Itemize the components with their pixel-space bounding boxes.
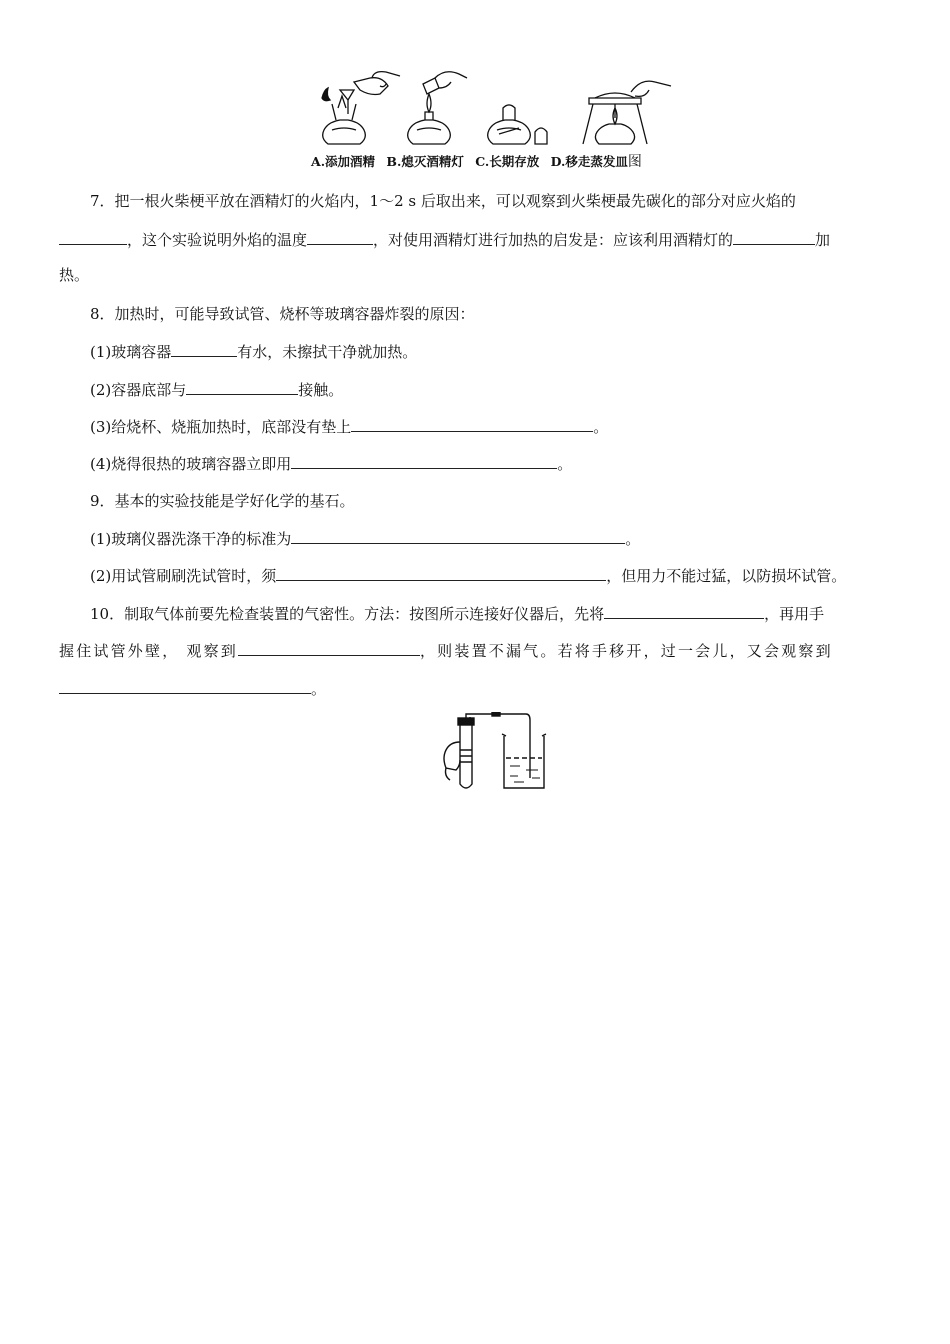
- lamp-a-icon: [322, 72, 400, 144]
- q9-item-2-b: ，但用力不能过猛，以防损坏试管。: [606, 567, 847, 585]
- q8-item-1: [90, 341, 417, 362]
- q8-item-2-b: 接触。: [298, 381, 344, 399]
- q7-blank-2[interactable]: [307, 229, 373, 245]
- caption-b: B.熄灭酒精灯: [386, 154, 464, 169]
- q7-blank-3[interactable]: [733, 229, 815, 245]
- q8-item-1-a: (1)玻璃容器: [90, 343, 172, 361]
- caption-suffix: 图: [627, 154, 642, 170]
- q9-item-1: [90, 528, 640, 549]
- q8-blank-3[interactable]: [351, 416, 593, 432]
- q9-blank-1[interactable]: [291, 528, 625, 544]
- test-tube-beaker-icon: [440, 712, 550, 792]
- q10-blank-2[interactable]: [238, 640, 420, 656]
- q8-blank-2[interactable]: [186, 379, 298, 395]
- q8-item-4: [90, 453, 572, 474]
- q10-blank-3[interactable]: [59, 678, 311, 694]
- q7-text-c: 加: [815, 231, 831, 249]
- q9-blank-2[interactable]: [276, 565, 606, 581]
- q10-text-3b: 。: [311, 680, 327, 698]
- airtightness-figure: [440, 712, 550, 792]
- q7-text-a: ，这个实验说明外焰的温度: [127, 231, 308, 249]
- q8-item-2-a: (2)容器底部与: [90, 381, 187, 399]
- lamp-d-icon: [583, 81, 671, 144]
- q7-blank-1[interactable]: [59, 229, 127, 245]
- q8-item-4-b: 。: [557, 455, 573, 473]
- lamp-b-icon: [408, 72, 467, 144]
- q8-item-3-b: 。: [593, 418, 609, 436]
- q8-item-3-a: (3)给烧杯、烧瓶加热时，底部没有垫上: [90, 418, 352, 436]
- q10-text-1b: ，再用手: [764, 605, 825, 623]
- q8-item-3: [90, 416, 608, 437]
- q9-stem: 9．基本的实验技能是学好化学的基石。: [90, 492, 355, 510]
- figure-caption: [311, 151, 642, 171]
- lamp-c-icon: [488, 105, 547, 144]
- alcohol-lamp-illustration: [310, 68, 690, 148]
- q9-item-2: [90, 565, 846, 586]
- q10-line3: [59, 678, 326, 699]
- q10-blank-1[interactable]: [604, 603, 764, 619]
- q8-stem: 8．加热时，可能导致试管、烧杯等玻璃容器炸裂的原因：: [90, 305, 475, 323]
- q10-text-1a: 10．制取气体前要先检查装置的气密性。方法：按图所示连接好仪器后，先将: [90, 605, 605, 623]
- q10-line2: [59, 640, 833, 661]
- q9-item-2-a: (2)用试管刷刷洗试管时，须: [90, 567, 277, 585]
- q10-text-2b: ，则装置不漏气。若将手移开，过一会儿，又会观察到: [419, 642, 833, 660]
- caption-a: A.添加酒精: [311, 154, 376, 169]
- q7-line1: 7．把一根火柴梗平放在酒精灯的火焰内，1～2 s 后取出来，可以观察到火柴梗最先碳化的部分对应火焰的: [90, 192, 796, 210]
- q10-text-2a: 握住试管外壁， 观察到: [59, 642, 238, 660]
- q7-text-b: ，对使用酒精灯进行加热的启发是：应该利用酒精灯的: [373, 231, 734, 249]
- caption-d: D.移走蒸发皿: [550, 154, 628, 169]
- q10-line1: [90, 603, 824, 624]
- q8-item-1-b: 有水，未擦拭干净就加热。: [237, 343, 418, 361]
- q9-item-1-a: (1)玻璃仪器洗涤干净的标准为: [90, 530, 292, 548]
- q7-line3: 热。: [59, 266, 90, 284]
- q8-item-2: [90, 379, 343, 400]
- q8-blank-4[interactable]: [291, 453, 557, 469]
- alcohol-lamp-figure: [310, 68, 690, 148]
- q7-line2: [59, 229, 830, 250]
- q8-blank-1[interactable]: [171, 341, 237, 357]
- caption-c: C.长期存放: [475, 154, 540, 169]
- q8-item-4-a: (4)烧得很热的玻璃容器立即用: [90, 455, 292, 473]
- q9-item-1-b: 。: [625, 530, 641, 548]
